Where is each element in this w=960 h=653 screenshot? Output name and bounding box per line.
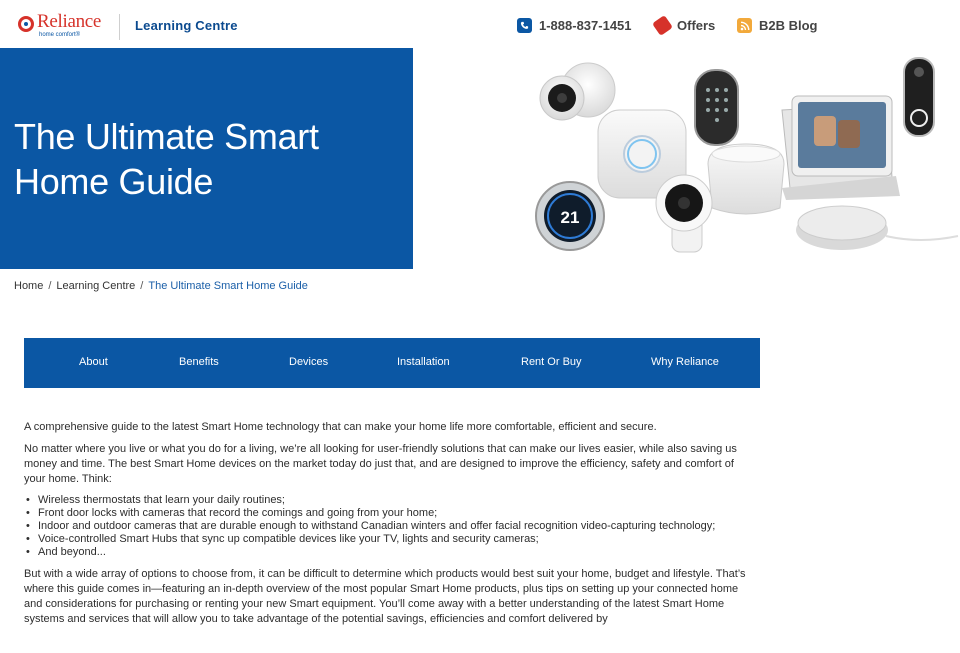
nav-item-why-reliance[interactable]: Why Reliance	[651, 356, 719, 368]
list-item: • Wireless thermostats that learn your daily routines;	[24, 494, 754, 507]
nav-item-benefits[interactable]: Benefits	[179, 356, 219, 368]
page-title: The Ultimate Smart Home Guide	[14, 116, 319, 202]
smart-lock-device	[695, 70, 738, 145]
smart-speaker-device	[796, 206, 958, 250]
indoor-camera-device	[540, 63, 615, 120]
list-item: • Indoor and outdoor cameras that are durable enough to withstand Canadian winters and offer facial recognition video-capturing technology;	[24, 520, 754, 533]
header-divider	[119, 14, 120, 40]
thermostat-device	[536, 182, 604, 250]
breadcrumb-learning-centre[interactable]: Learning Centre	[56, 280, 136, 292]
rss-icon	[737, 18, 752, 33]
breadcrumb-home[interactable]: Home	[14, 280, 44, 292]
tag-icon	[652, 15, 673, 36]
intro-paragraph: A comprehensive guide to the latest Smart Home technology that can make your home life more comfortable, efficient and secure.	[24, 421, 657, 433]
feature-list	[24, 494, 754, 559]
thermostat-temperature: 21	[560, 208, 580, 227]
phone-icon	[517, 18, 532, 33]
phone-number: 1-888-837-1451	[539, 18, 632, 33]
smart-display-device	[782, 96, 900, 200]
site-header	[0, 0, 960, 48]
list-item: • Front door locks with cameras that record the comings and going from your home;	[24, 507, 754, 520]
article-body	[24, 420, 754, 634]
breadcrumb-current: The Ultimate Smart Home Guide	[148, 280, 308, 292]
breadcrumb	[14, 280, 308, 292]
body-paragraph-1: No matter where you live or what you do for a living, we’re all looking for user-friendly solutions that can make our lives easier, while also saving us money and time. The best Smart Home devices on the market today do just that, and are designed to improve the efficiency, safety and comfort of your home. Think:	[24, 443, 737, 485]
offers-label: Offers	[677, 18, 716, 33]
logo-icon	[18, 16, 34, 32]
blog-label: B2B Blog	[759, 18, 818, 33]
breadcrumb-separator: /	[140, 280, 144, 292]
offers-link[interactable]	[655, 18, 715, 33]
blog-link[interactable]	[737, 18, 818, 33]
nav-item-installation[interactable]: Installation	[397, 356, 450, 368]
outdoor-camera-device	[656, 175, 712, 252]
wifi-router-device	[708, 144, 784, 214]
logo-tagline: home comfort®	[39, 32, 81, 38]
hero-banner	[0, 48, 413, 269]
list-item: • Voice-controlled Smart Hubs that sync up compatible devices like your TV, lights and security cameras;	[24, 533, 754, 546]
doorbell-device	[904, 58, 934, 136]
nav-item-devices[interactable]: Devices	[289, 356, 329, 368]
logo-text: Reliance	[37, 11, 102, 32]
breadcrumb-separator: /	[48, 280, 52, 292]
body-paragraph-2: But with a wide array of options to choose from, it can be difficult to determine which products would best suit your home, budget and lifestyle. That’s where this guide comes in—featuring an in-depth overview of the most popular Smart Home products, plus tips on setting up your connected home and considerations for purchasing or renting your new Smart equipment. You’ll come away with a better understanding of the latest Smart Home systems and services that will allow you to take advantage of the potential savings, efficiencies and comfort delivered by	[24, 568, 746, 625]
phone-link[interactable]	[517, 18, 632, 33]
reliance-logo[interactable]	[18, 11, 102, 38]
section-nav	[24, 338, 760, 388]
list-item: • And beyond...	[24, 546, 754, 559]
nav-item-about[interactable]: About	[79, 356, 108, 368]
smart-devices-image	[520, 48, 960, 269]
nav-item-rent-or-buy[interactable]: Rent Or Buy	[521, 356, 582, 368]
learning-centre-link[interactable]: Learning Centre	[135, 18, 238, 33]
